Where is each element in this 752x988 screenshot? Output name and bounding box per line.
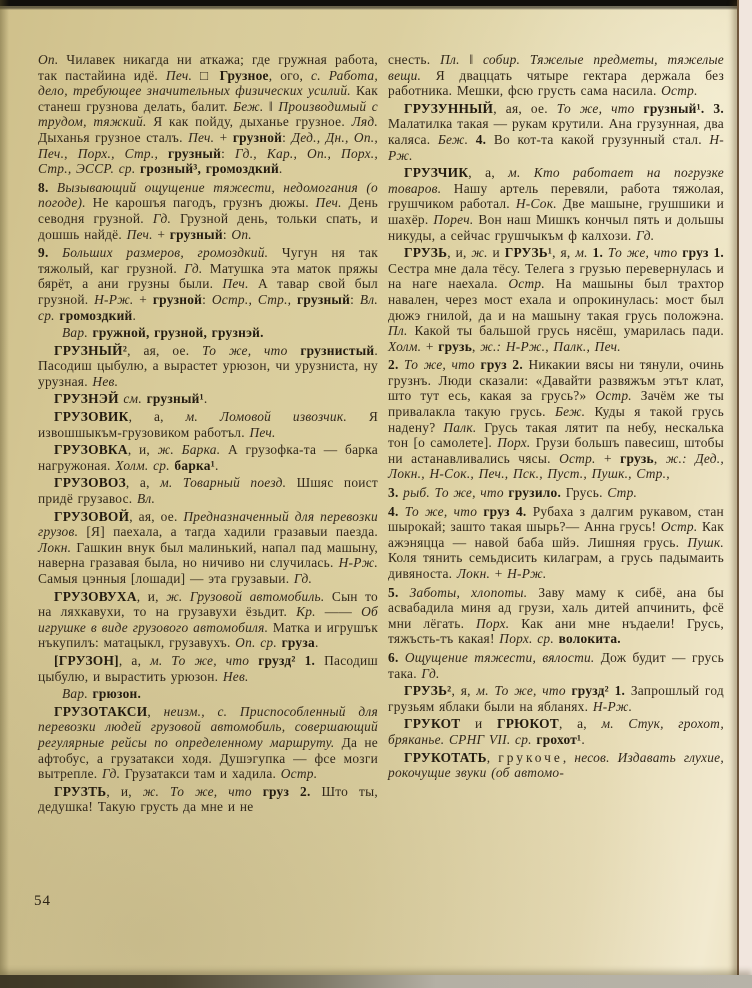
- text-run: Вл. ср.: [38, 291, 378, 323]
- text-run: Н-Рж.: [94, 291, 134, 307]
- text-run: ‖: [263, 98, 279, 114]
- text-run: грузило.: [508, 485, 562, 501]
- text-run: .: [314, 635, 319, 651]
- text-run: [49, 180, 57, 195]
- text-run: Печ.: [249, 424, 276, 440]
- scan-edge-top: [0, 0, 744, 10]
- text-run: . Пасодиш цыбулю, а вырастет урюзон, чи урузниста, ну урузная.: [38, 342, 378, 389]
- text-run: Нашу артель перевяли, работа тяжолая, грушчиком работал.: [388, 180, 724, 212]
- text-run: Печ.: [315, 195, 342, 211]
- headword: ГРУЗОВОЙ: [54, 508, 130, 524]
- text-run: грюзон.: [92, 686, 142, 702]
- text-run: ‖: [459, 52, 484, 67]
- text-run: Гд.: [636, 227, 655, 243]
- dictionary-paragraph-sense: [388, 650, 724, 681]
- text-run: Нев.: [92, 373, 119, 389]
- text-run: Как ажэняцца — навой баба шйэ. Лишняя грусь.: [388, 519, 724, 550]
- text-run: Печ.: [188, 129, 215, 145]
- text-run: Ощущение тяжести, вялости.: [404, 649, 595, 665]
- text-run: [399, 585, 410, 600]
- dictionary-paragraph-sense: [38, 180, 378, 242]
- text-run: Пореч.: [433, 211, 474, 227]
- text-run: , ая, ое.: [129, 508, 184, 524]
- right-column: [388, 52, 724, 781]
- text-run: Самыя цэнныя [лошади] — эта грузавыи.: [38, 571, 294, 586]
- text-run: Оп.: [231, 226, 252, 242]
- text-run: Дыханья грузное сталъ.: [38, 129, 189, 145]
- text-run: Об игрушке в виде грузового автомобиля.: [38, 604, 378, 635]
- dictionary-paragraph-cont: [38, 52, 378, 177]
- text-run: грузный: [297, 291, 351, 307]
- text-run: [252, 784, 263, 799]
- text-run: :: [282, 129, 292, 145]
- headword: ГРУЗОВОЗ: [54, 475, 126, 491]
- text-run: Коля тянить семьдисить килаграм, а грусь падымаить дивяноста.: [388, 550, 724, 581]
- text-run: Остр.: [595, 388, 632, 404]
- text-run: Печ.: [165, 67, 193, 83]
- headword: ГРУЗНЫЙ²: [54, 342, 128, 358]
- text-run: , а,: [558, 716, 602, 732]
- text-run: Гд.: [421, 665, 440, 681]
- text-run: Локн.: [456, 566, 491, 581]
- headword: Грузное: [219, 67, 269, 83]
- text-run: Производимый с трудом, тяжкий.: [38, 98, 378, 130]
- headword: ГРУЗЬ¹: [504, 245, 553, 261]
- text-run: Да не афтобус, а грузатакси ходя. Душэгупка — фсе мозги вытрепле.: [38, 734, 378, 782]
- headword: ГРУЗОВУХА: [54, 588, 137, 604]
- dictionary-paragraph-sense: [388, 485, 724, 501]
- headword: ГРУЗЧИК: [404, 165, 469, 181]
- text-run: , ая, ое.: [127, 342, 203, 358]
- text-run: ж. То же, что: [142, 783, 252, 799]
- dictionary-paragraph-sense: [388, 504, 724, 582]
- text-run: На машыны был трахтор навален, через мост ехала и опрокинулась: мост был дюжэ гнилой, да и на машыну такая грусь положэна.: [388, 276, 725, 323]
- text-run: грукоче: [498, 749, 563, 765]
- text-run: , а,: [125, 475, 161, 491]
- text-run: [635, 101, 644, 116]
- text-run: , ого,: [268, 67, 312, 83]
- text-run: Сын то на ляхкавухи, то на грузавухи ёзьдит.: [38, 588, 378, 620]
- text-run: Рубаха з далгим рукавом, стан шырокай; зашто такая шырь?— Анна грусь!: [388, 503, 724, 535]
- headword: ГРУЗЬ²: [404, 683, 452, 699]
- headword: ГРУЗОВИК: [54, 409, 129, 425]
- text-run: Две машыне, грушшики и шахёр.: [388, 196, 724, 227]
- text-run: , ая, ое.: [493, 100, 557, 116]
- text-run: Гд.: [293, 571, 313, 586]
- text-run: груз 4.: [483, 503, 527, 519]
- page-number: 54: [34, 893, 51, 909]
- text-run: Кр.: [296, 604, 316, 620]
- text-run: Пл.: [440, 52, 460, 67]
- text-run: Грусь.: [561, 485, 608, 501]
- text-run: Остр.: [559, 450, 596, 466]
- text-run: Што ты, дедушка! Такую грусть да мне и не: [38, 783, 378, 815]
- dictionary-paragraph-entry: [388, 716, 724, 747]
- text-run: гружной, грузной, грузнэй.: [92, 325, 264, 341]
- dictionary-paragraph-entry: [38, 704, 378, 782]
- text-run: , я,: [552, 245, 576, 261]
- text-run: Остр.: [508, 276, 545, 292]
- dictionary-paragraph-entry: [38, 343, 378, 390]
- text-run: Оп.: [38, 52, 59, 67]
- text-run: Вл.: [136, 491, 156, 507]
- dictionary-paragraph-entry: [38, 589, 378, 651]
- text-run: м. Ломовой извозчик.: [185, 409, 347, 425]
- text-run: Во кот-та какой грузунный стал.: [486, 131, 710, 147]
- text-run: ж.: [471, 245, 488, 261]
- dictionary-paragraph-cont: [388, 52, 724, 99]
- text-run: см.: [123, 391, 142, 407]
- text-run: Чугун ня так тяжолый, каг грузной.: [38, 245, 378, 276]
- text-run: 5.: [388, 584, 399, 600]
- text-run: Гд., Кар., Оп., Порх., Стр., ЭССР. ср.: [38, 145, 378, 177]
- text-run: [468, 132, 476, 147]
- text-run: Заву маму к сибё, ана бы асвабадила миня ад грузи, халь дитей апчинить, фсё мни лёгать.: [388, 584, 724, 631]
- headword: ГРУЗУННЫЙ: [404, 100, 494, 116]
- headword: ГРУЗТЬ: [54, 783, 107, 799]
- text-run: Печ.: [126, 226, 153, 242]
- text-run: снесть.: [388, 52, 441, 67]
- text-run: грузнистый: [300, 342, 375, 358]
- dictionary-paragraph-sense: [388, 357, 724, 482]
- scan-edge-left: [0, 0, 9, 988]
- text-run: :: [222, 226, 232, 242]
- text-run: То же, что: [202, 342, 288, 358]
- text-run: Больших размеров, громоздкий.: [62, 245, 269, 261]
- text-run: грозный³, громоздкий: [140, 161, 279, 177]
- text-run: А грузофка-та — барка нагружоная.: [38, 442, 379, 473]
- text-run: Оп. ср.: [235, 635, 277, 651]
- text-run: громоздкий: [59, 307, 133, 323]
- text-run: ж. Барка.: [157, 442, 221, 458]
- dictionary-paragraph-entry: [388, 683, 724, 714]
- text-run: , и,: [136, 588, 167, 604]
- text-run: То же, что: [404, 357, 476, 373]
- dictionary-paragraph-variant: [38, 325, 378, 341]
- text-run: Никакии вясы ни тянули, очинь грузнъ. Люди сказали: «Давайти развяжъм этът клат, што тут есь, какая за грусь?»: [388, 357, 724, 404]
- dictionary-paragraph-variant: [38, 686, 378, 702]
- text-run: м. Стук, грохот, бряканье. СРНГ VII. ср.: [388, 716, 724, 747]
- text-run: , а,: [118, 652, 151, 668]
- text-run: Нев.: [222, 668, 249, 684]
- text-run: ж.: Н-Рж., Палк., Печ.: [480, 338, 621, 354]
- text-run: , я,: [451, 683, 477, 699]
- text-run: ,: [147, 703, 164, 719]
- dictionary-paragraph-entry: [38, 475, 378, 506]
- text-run: Пл.: [388, 323, 408, 339]
- text-run: 4.: [475, 131, 487, 147]
- text-run: Как станеш грузнова делать, балит.: [38, 83, 378, 114]
- text-run: Н-Рж.: [338, 555, 378, 571]
- text-run: грузной: [232, 129, 283, 145]
- text-run: ж.: Дед., Локн., Н-Сок., Печ., Пск., Пуст., Пушк., Стр.,: [388, 450, 725, 482]
- text-run: Ляд.: [351, 114, 378, 130]
- text-run: +: [133, 291, 153, 307]
- text-run: 3.: [388, 485, 399, 501]
- text-run: [49, 245, 63, 260]
- text-run: грузный¹: [146, 391, 204, 407]
- text-run: неизм., с. Приспособленный для перевозки людей грузовой автомобиль, совершающий регулярные рейсы по определенному маршруту.: [38, 703, 378, 750]
- text-run: Н-Рж.: [388, 131, 724, 163]
- text-run: Зачём же ты привалакла такую грусь.: [388, 388, 724, 420]
- headword: ГРУЗОВКА: [54, 442, 128, 458]
- text-run: Шшяс поист придё грузавос.: [38, 475, 378, 507]
- text-run: , а,: [128, 409, 186, 425]
- text-run: грузд² 1.: [258, 652, 316, 668]
- text-run: м. То же, что: [150, 652, 250, 668]
- dictionary-paragraph-entry: [388, 750, 724, 781]
- text-run: Куды я такой грусь надену?: [388, 404, 724, 435]
- text-run: То же, что: [556, 100, 635, 116]
- dictionary-paragraph-entry: [38, 653, 378, 684]
- text-run: и: [487, 245, 505, 261]
- headword: ГРУЗЬ: [404, 245, 448, 261]
- text-run: грузь: [620, 450, 654, 466]
- text-run: груз 1.: [682, 245, 724, 261]
- text-run: Матка и игрушък нъкупилъ: матацыкл, грузавухъ.: [38, 619, 378, 651]
- text-run: Вар.: [62, 325, 88, 341]
- text-run: Остр.: [660, 519, 698, 535]
- text-run: +: [421, 338, 439, 354]
- text-run: .: [132, 307, 137, 323]
- dictionary-paragraph-entry: [38, 509, 378, 587]
- text-run: Малатилка такая — рукам крутили. Ана грузунная, два каляса.: [388, 116, 724, 147]
- text-run: Порх.: [497, 435, 531, 451]
- text-run: груз 2.: [480, 357, 523, 373]
- text-run: волокита.: [558, 631, 621, 647]
- text-run: Сестра мне дала тёсу. Телега з грузью перевернулась и на наге наехала.: [388, 260, 724, 292]
- text-run: :: [350, 291, 360, 307]
- text-run: А тавар свой был грузной.: [38, 276, 378, 307]
- text-run: груза: [281, 635, 315, 651]
- text-run: [249, 653, 258, 668]
- text-run: грохот¹: [536, 731, 582, 747]
- text-run: 3.: [713, 100, 724, 116]
- headword: ГРУКОТ: [404, 716, 461, 732]
- text-run: ,: [562, 749, 575, 765]
- text-run: Гд.: [184, 260, 203, 276]
- text-run: :: [202, 291, 212, 307]
- headword: ГРУКОТАТЬ: [404, 749, 487, 765]
- scan-edge-right: [737, 0, 752, 988]
- text-run: Порх.: [476, 615, 510, 631]
- text-run: Я дваццать чятыре гектара держала без работника. Мешки, фсю грусть сама насила.: [388, 67, 724, 99]
- headword: ГРУЗНЭЙ: [54, 391, 119, 407]
- text-run: м.: [575, 245, 588, 261]
- dictionary-paragraph-entry: [38, 442, 378, 473]
- text-run: Остр.: [661, 83, 698, 99]
- text-run: Предназначенный для перевозки грузов.: [38, 508, 378, 540]
- text-run: Заботы, хлопоты.: [409, 584, 528, 600]
- text-run: Не карошъя пагодъ, грузнъ дюжы.: [85, 195, 316, 211]
- text-run: 9.: [38, 245, 49, 261]
- text-run: ,: [486, 749, 499, 765]
- text-run: Стр.: [607, 485, 638, 501]
- text-run: , и,: [127, 442, 158, 458]
- text-run: Вар.: [62, 686, 88, 702]
- text-run: ——: [315, 604, 362, 620]
- headword: [ГРУЗОН]: [54, 652, 119, 668]
- text-run: .: [581, 731, 585, 747]
- text-run: и: [460, 716, 497, 732]
- headword: ГРЮКОТ: [496, 716, 559, 732]
- text-run: Грузи большъ павесиш, штобы ни астанавливались чясы.: [388, 435, 724, 466]
- dictionary-paragraph-entry: [38, 409, 378, 440]
- text-run: Порх. ср.: [499, 631, 554, 647]
- text-run: , и,: [447, 245, 472, 261]
- text-run: Грузатакси там и хадила.: [120, 766, 281, 782]
- text-run: ,: [653, 450, 666, 466]
- text-run: .: [278, 161, 283, 177]
- text-run: 6.: [388, 649, 399, 665]
- text-run: рыб. То же, что: [403, 485, 504, 501]
- text-run: [Я] паехала, а тагда хадили гразавыи паезда.: [78, 524, 378, 540]
- text-run: 4.: [388, 503, 399, 519]
- text-run: Какой ты бальшой грусь нясёш, умарилась пади.: [407, 323, 724, 339]
- dictionary-paragraph-entry: [388, 101, 724, 163]
- text-run: Грусь такая лятит па небу, нескалька тон [о самолете].: [388, 419, 724, 451]
- text-run: Гд.: [101, 766, 121, 782]
- text-run: грузной: [152, 291, 203, 307]
- text-run: м. Товарный поезд.: [160, 475, 287, 491]
- scan-edge-bottom: [0, 975, 752, 988]
- text-run: .: [203, 391, 208, 407]
- text-run: несов. Издавать глухие, рокочущие звуки (об автомо-: [388, 749, 724, 781]
- dictionary-paragraph-entry: [38, 391, 378, 407]
- text-run: День севодня грузной.: [38, 195, 378, 226]
- text-run: Как ани мне нъдаели! Грусь, тяжъсть-тъ какая!: [388, 615, 724, 647]
- text-run: Беж.: [554, 404, 586, 420]
- text-run: [158, 146, 168, 161]
- text-run: грузный¹.: [643, 100, 705, 116]
- dictionary-paragraph-entry: [388, 245, 724, 354]
- text-run: грузь: [438, 338, 473, 354]
- text-run: груз 2.: [262, 783, 311, 799]
- text-run: Печ.: [222, 276, 249, 292]
- text-run: Остр., Стр.,: [211, 291, 292, 307]
- text-run: Чилавек никагда ни аткажа; где гружная работа, так пастайина идё.: [38, 52, 378, 83]
- text-run: Холм. ср.: [115, 457, 170, 473]
- headword: ГРУЗОТАКСИ: [54, 703, 148, 719]
- text-run: 1.: [592, 245, 604, 261]
- text-run: То же, что: [607, 245, 678, 261]
- left-column: [38, 52, 378, 815]
- text-run: :: [221, 145, 236, 161]
- text-run: Запрошлый год грузьям яблаки были на ябланях.: [388, 683, 724, 714]
- text-run: +: [214, 129, 233, 145]
- text-run: Беж.: [233, 98, 264, 114]
- text-run: Дед., Дн., Оп., Печ., Порх., Стр.,: [38, 129, 378, 161]
- text-run: грузд² 1.: [571, 683, 626, 699]
- text-run: собир. Тяжелые предметы, тяжелые вещи.: [388, 52, 724, 83]
- text-run: Локн.: [38, 539, 72, 555]
- text-run: Остр.: [280, 766, 318, 782]
- text-run: Беж.: [437, 131, 469, 147]
- text-run: Вызывающий ощущение тяжести, недомогания (о погоде).: [38, 179, 378, 211]
- text-run: Я извошшыкъм-грузовиком работъл.: [38, 409, 379, 440]
- dictionary-paragraph-entry: [388, 165, 724, 243]
- text-run: 8.: [38, 179, 49, 195]
- text-run: Холм.: [388, 338, 422, 354]
- text-run: Дож будит — грусь така.: [388, 649, 724, 681]
- text-run: Я как пойду, дыханье грузное.: [146, 114, 352, 130]
- text-run: м. Кто работает на погрузке товаров.: [388, 165, 724, 196]
- text-run: Грузной день, тольки спать, и дошшь найдё.: [38, 210, 378, 242]
- text-run: Гд.: [152, 210, 172, 226]
- dictionary-paragraph-sense: [388, 585, 724, 647]
- text-run: грузный: [168, 145, 222, 161]
- text-run: □: [192, 67, 220, 83]
- text-run: Палк.: [443, 419, 477, 435]
- text-run: Пушк.: [687, 534, 724, 550]
- text-run: м. То же, что: [476, 683, 566, 699]
- text-run: с. Работа, дело, требующее значительных физических усилий.: [38, 67, 378, 99]
- text-run: [288, 343, 301, 358]
- text-run: Вон наш Мишкъ кончыл пять и дольшы никуды, а сейчас грушчыкъм ф калхози.: [388, 211, 724, 243]
- dictionary-paragraph-sense: [38, 245, 378, 323]
- text-run: ж. Грузовой автомобиль.: [166, 588, 325, 604]
- text-run: .: [214, 457, 219, 473]
- text-run: грузный: [169, 226, 223, 242]
- text-run: Н-Рж.: [507, 566, 547, 581]
- text-run: +: [595, 450, 621, 466]
- text-run: , и,: [106, 783, 143, 799]
- text-run: ,: [472, 338, 481, 354]
- text-run: +: [490, 566, 508, 581]
- text-run: +: [152, 226, 170, 242]
- text-run: Гашкин внук был малинький, напал пад машыну, наверна гразавая была, но ничиво ни случилась.: [38, 539, 378, 571]
- text-run: Матушка эта маток пряжы бярёт, а ани грузны были.: [38, 260, 378, 292]
- text-run: 2.: [388, 357, 399, 373]
- text-run: барка¹: [174, 457, 215, 473]
- text-run: Н-Сок.: [515, 196, 557, 212]
- text-run: , а,: [468, 165, 509, 181]
- text-run: Н-Рж.: [592, 698, 633, 714]
- dictionary-paragraph-entry: [38, 784, 378, 815]
- text-run: Пасодиш цыбулю, и вырастить урюзон.: [38, 652, 378, 684]
- text-run: То же, что: [404, 503, 478, 519]
